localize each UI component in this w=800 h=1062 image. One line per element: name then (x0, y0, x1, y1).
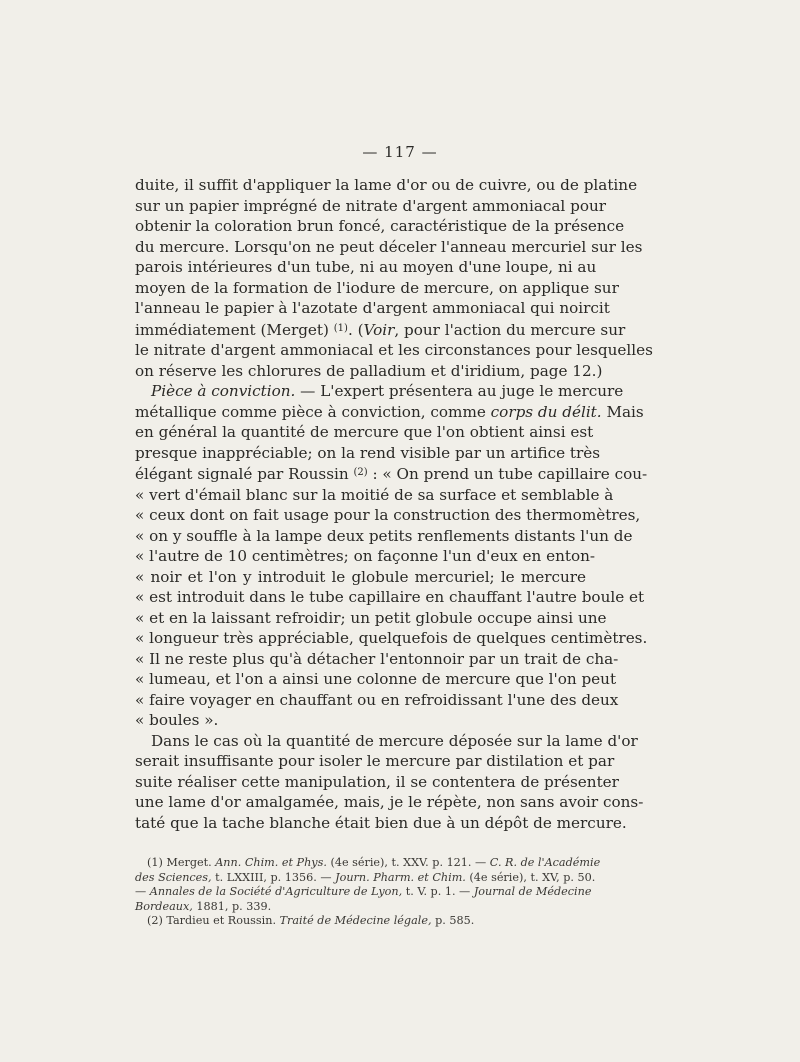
text-line (135, 381, 624, 402)
page-number: — 117 — (362, 143, 438, 161)
text-run: Mais (601, 402, 644, 421)
text-run: (2) Tardieu et Roussin. (147, 914, 280, 928)
text-line: duite, il suffit d'appliquer la lame d'or ou de cuivre, ou de platine (135, 176, 638, 194)
text-line (135, 402, 644, 423)
footnote-1-line (135, 900, 586, 915)
text-line: suite réaliser cette manipulation, il se contentera de présenter (135, 772, 619, 791)
text-line: « on y souffle à la lampe deux petits renflements distants l'un de (135, 526, 633, 545)
paragraph-3 (135, 731, 644, 834)
text-run: — L'expert présentera au juge le mercure (295, 382, 624, 400)
footnote-2 (135, 914, 586, 929)
text-line: en général la quantité de mercure que l'on obtient ainsi est (135, 423, 594, 441)
text-run: t. V. p. 1. — (402, 885, 474, 899)
text-run: métallique comme pièce à conviction, comme (135, 402, 491, 421)
italic-run: Pièce à conviction. (151, 382, 296, 400)
text-line: « Il ne reste plus qu'à détacher l'entonnoir par un trait de cha- (135, 649, 619, 668)
text-line: « vert d'émail blanc sur la moitié de sa surface et semblable à (135, 485, 614, 504)
footnote-ref-1[interactable]: (1) (333, 322, 348, 334)
footnote-1 (135, 856, 601, 871)
footnote-1-line (135, 885, 592, 900)
italic-run: Annales de la Société d'Agriculture de Lyon, (149, 885, 403, 899)
text-line: « et en la laissant refroidir; un petit globule occupe ainsi une (135, 608, 607, 627)
text-line: « noir et l'on y introduit le globule mercuriel; le mercure (135, 567, 586, 586)
text-line: serait insuffisante pour isoler le mercure par distilation et par (135, 752, 615, 770)
main-text (135, 175, 653, 833)
italic-run: Ann. Chim. et Phys. (215, 856, 327, 869)
text-run: élégant signalé par Roussin (135, 465, 354, 483)
text-line (135, 463, 648, 485)
text-line (135, 319, 626, 341)
text-line: obtenir la coloration brun foncé, caractéristique de la présence (135, 217, 625, 235)
italic-run: Bordeaux, (135, 899, 193, 913)
text-run: (4e série), t. XXV. p. 121. — (326, 856, 490, 869)
paragraph-2 (135, 381, 648, 731)
text-line: « l'autre de 10 centimètres; on façonne l'un d'eux en enton- (135, 547, 596, 565)
text-line: parois intérieures d'un tube, ni au moyen d'une loupe, ni au (135, 258, 597, 276)
italic-run: des Sciences, (135, 870, 212, 884)
text-line: moyen de la formation de l'iodure de mercure, on applique sur (135, 278, 619, 297)
paragraph-1 (135, 175, 653, 381)
footnote-ref-2[interactable]: (2) (353, 467, 368, 478)
text-line: une lame d'or amalgamée, mais, je le répète, non sans avoir cons- (135, 793, 644, 811)
text-line: « ceux dont on fait usage pour la construction des thermomètres, (135, 506, 641, 524)
italic-run: Journ. Pharm. et Chim. (335, 870, 466, 884)
text-line: « longueur très appréciable, quelquefois de quelques centimètres. (135, 629, 648, 647)
text-line: « faire voyager en chauffant ou en refroidissant l'une des deux (135, 690, 619, 709)
text-line: du mercure. Lorsqu'on ne peut déceler l'anneau mercuriel sur les (135, 237, 643, 256)
text-line: « boules ». (135, 711, 219, 729)
text-run: — (135, 885, 150, 899)
text-run: 1881, p. 339. (192, 899, 272, 913)
italic-run: Voir (363, 320, 395, 339)
footnote-1-line (135, 870, 596, 886)
text-run: , pour l'action du mercure sur (394, 320, 626, 339)
italic-run: C. R. de l'Académie (489, 856, 601, 869)
text-run: (4e série), t. XV, p. 50. (465, 870, 596, 884)
text-run: p. 585. (431, 914, 475, 928)
footnotes (135, 856, 601, 929)
italic-run: corps du délit. (490, 402, 602, 421)
text-line: « est introduit dans le tube capillaire en chauffant l'autre boule et (135, 588, 645, 606)
text-line: « lumeau, et l'on a ainsi une colonne de mercure que l'on peut (135, 670, 617, 688)
text-line: le nitrate d'argent ammoniacal et les circonstances pour lesquelles (135, 341, 653, 359)
text-line: taté que la tache blanche était bien due à un dépôt de mercure. (135, 813, 627, 832)
italic-run: Traité de Médecine légale, (279, 914, 432, 928)
text-line: sur un papier imprégné de nitrate d'argent ammoniacal pour (135, 196, 607, 215)
text-line: presque inappréciable; on la rend visible par un artifice très (135, 443, 601, 462)
italic-run: Journal de Médecine (473, 885, 592, 899)
text-line: Dans le cas où la quantité de mercure déposée sur la lame d'or (151, 731, 638, 750)
text-line: on réserve les chlorures de palladium et d'iridium, page 12.) (135, 361, 603, 380)
text-line: l'anneau le papier à l'azotate d'argent ammoniacal qui noircit (135, 299, 610, 317)
text-run: (1) Merget. (147, 856, 216, 869)
text-run: t. LXXIII, p. 1356. — (211, 870, 336, 884)
text-run: . ( (347, 320, 364, 339)
text-run: : « On prend un tube capillaire cou- (367, 465, 648, 483)
text-run: immédiatement (Merget) (135, 320, 334, 339)
